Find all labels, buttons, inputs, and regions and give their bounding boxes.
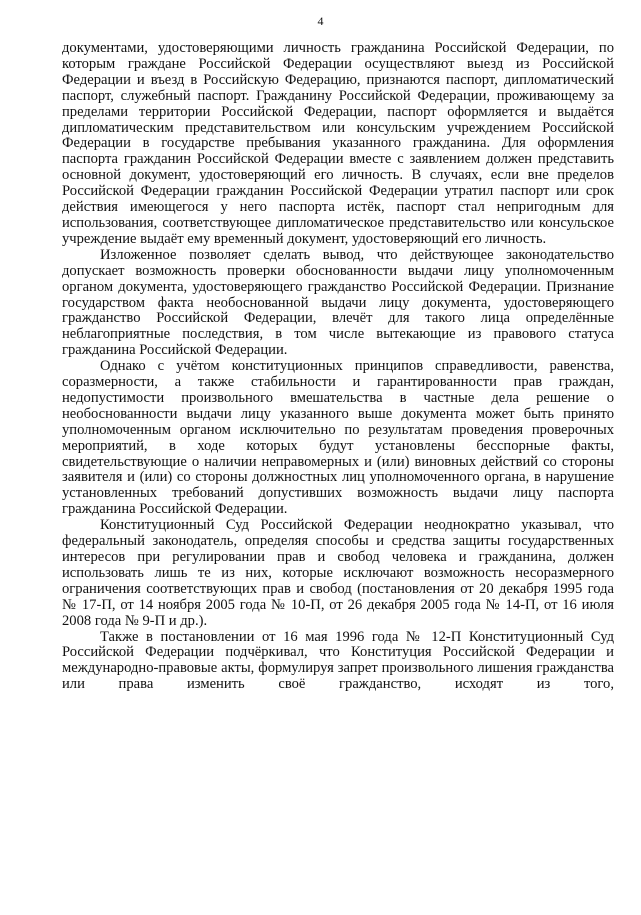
page-number: 4	[317, 14, 324, 28]
paragraph-verification-conclusion: Изложенное позволяет сделать вывод, что действующее законодательство допускает возможность проверки обоснованности выдачи лицу уполномоченным органом документа, удостоверяющего гражданство Российской Федерации. Признание государством факта необоснованной выдачи лицу документа, удостоверяющего гражданство Российской Федерации, влечёт для такого лица определённые неблагоприятные последствия, в том числе вытекающие из правового статуса гражданина Российской Федерации.	[62, 246, 614, 359]
paragraph-constitutional-principles: Однако с учётом конституционных принципов справедливости, равенства, соразмерности, а также стабильности и гарантированности прав граждан, недопустимости произвольного вмешательства в частные дела решение о необоснованности выдачи лицу указанного выше документа может быть принято уполномоченным органом исключительно по результатам проведения проверочных мероприятий, в ходе которых будут установлены бесспорные факты, свидетельствующие о наличии неправомерных и (или) виновных действий со стороны заявителя и (или) со стороны должностных лиц уполномоченного органа, в нарушение установленных требований допустивших возможность выдачи лицу паспорта гражданина Российской Федерации.	[62, 358, 614, 518]
paragraph-passport-documents: документами, удостоверяющими личность гражданина Российской Федерации, по которым граждане Российской Федерации осуществляют выезд из Российской Федерации и въезд в Российскую Федерацию, признаются паспорт, дипломатический паспорт, служебный паспорт. Гражданину Российской Федерации, проживающему за пределами территории Российской Федерации, паспорт оформляется и выдаётся дипломатическим представительством или консульским учреждением Российской Федерации в государстве пребывания указанного гражданина. Для оформления паспорта гражданин Российской Федерации вместе с заявлением должен представить основной документ, удостоверяющий его личность. В случаях, если вне пределов Российской Федерации гражданин Российской Федерации утратил паспорт или срок действия имеющегося у него паспорта истёк, паспорт стал непригодным для использования, соответствующее дипломатическое представительство или консульское учреждение выдаёт ему временный документ, удостоверяющий его личность.	[62, 40, 614, 247]
paragraph-resolution-12p: Также в постановлении от 16 мая 1996 года № 12-П Конституционный Суд Российской Федерации подчёркивал, что Конституция Российской Федерации и международно-правовые акты, формулируя запрет произвольного лишения гражданства или права изменить своё гражданство, исходят из того,	[62, 628, 614, 693]
document-body	[62, 41, 614, 693]
paragraph-court-position: Конституционный Суд Российской Федерации неоднократно указывал, что федеральный законодатель, определяя способы и средства защиты государственных интересов при регулировании прав и свобод человека и гражданина, должен использовать лишь те из них, которые исключают возможность несоразмерного ограничения соответствующих прав и свобод (постановления от 20 декабря 1995 года № 17-П, от 14 ноября 2005 года № 10-П, от 26 декабря 2005 года № 14-П, от 16 июля 2008 года № 9-П и др.).	[62, 517, 614, 629]
